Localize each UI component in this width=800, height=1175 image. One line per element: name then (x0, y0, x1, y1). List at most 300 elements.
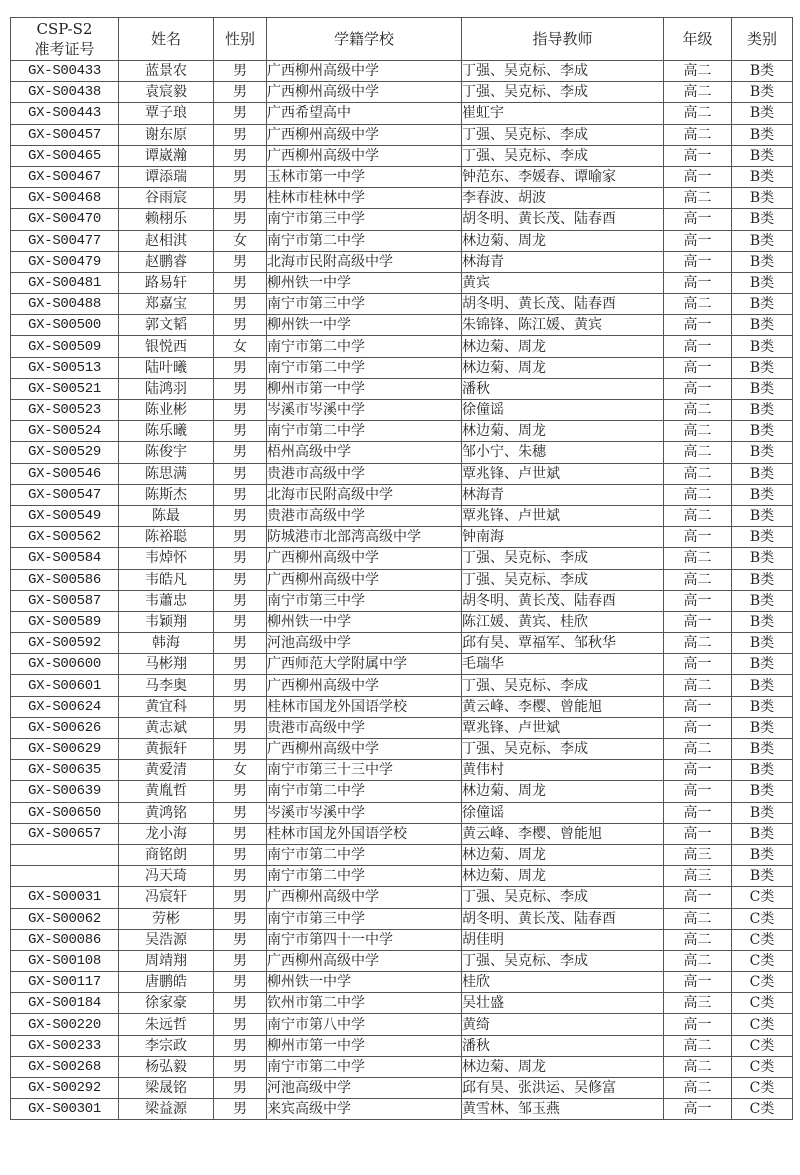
table-row (11, 527, 793, 548)
category-cell: B类 (732, 294, 793, 315)
teacher-cell: 丁强、吴克标、李成 (462, 548, 664, 569)
teacher-cell: 胡冬明、黄长茂、陆春酉 (462, 590, 664, 611)
table-row (11, 993, 793, 1014)
grade-cell: 高二 (664, 484, 732, 505)
student-roster-table (10, 17, 793, 1120)
gender-cell: 男 (214, 633, 267, 654)
exam-id-cell: GX-S00481 (11, 272, 119, 293)
table-row (11, 357, 793, 378)
grade-cell: 高二 (664, 442, 732, 463)
exam-id-cell: GX-S00600 (11, 654, 119, 675)
teacher-cell: 崔虹宇 (462, 103, 664, 124)
teacher-cell: 林边菊、周龙 (462, 421, 664, 442)
teacher-cell: 林边菊、周龙 (462, 357, 664, 378)
grade-cell: 高一 (664, 823, 732, 844)
school-cell: 防城港市北部湾高级中学 (267, 527, 462, 548)
teacher-cell: 丁强、吴克标、李成 (462, 950, 664, 971)
school-cell: 广西柳州高级中学 (267, 548, 462, 569)
table-row (11, 442, 793, 463)
teacher-cell: 林边菊、周龙 (462, 844, 664, 865)
exam-id-cell: GX-S00062 (11, 908, 119, 929)
school-cell: 柳州铁一中学 (267, 315, 462, 336)
name-cell: 银悦西 (119, 336, 214, 357)
table-row (11, 844, 793, 865)
gender-cell: 男 (214, 378, 267, 399)
exam-id-cell (11, 866, 119, 887)
grade-cell: 高一 (664, 972, 732, 993)
school-cell: 柳州市第一中学 (267, 378, 462, 399)
grade-cell: 高二 (664, 950, 732, 971)
teacher-cell: 胡冬明、黄长茂、陆春酉 (462, 294, 664, 315)
grade-cell: 高二 (664, 82, 732, 103)
header-row (11, 18, 793, 61)
exam-id-cell: GX-S00626 (11, 717, 119, 738)
table-row (11, 823, 793, 844)
teacher-cell: 林边菊、周龙 (462, 866, 664, 887)
gender-cell: 男 (214, 272, 267, 293)
school-cell: 广西柳州高级中学 (267, 950, 462, 971)
gender-cell: 男 (214, 950, 267, 971)
exam-id-cell: GX-S00500 (11, 315, 119, 336)
school-cell: 北海市民附高级中学 (267, 251, 462, 272)
category-cell: B类 (732, 251, 793, 272)
name-cell: 黄鸿铭 (119, 802, 214, 823)
exam-id-cell: GX-S00629 (11, 739, 119, 760)
table-row (11, 251, 793, 272)
school-cell: 桂林市国龙外国语学校 (267, 696, 462, 717)
table-row (11, 781, 793, 802)
category-cell: B类 (732, 442, 793, 463)
table-row (11, 145, 793, 166)
table-row (11, 717, 793, 738)
exam-id-cell: GX-S00587 (11, 590, 119, 611)
exam-id-cell: GX-S00592 (11, 633, 119, 654)
gender-cell: 男 (214, 188, 267, 209)
grade-cell: 高二 (664, 61, 732, 82)
name-cell: 郭文韬 (119, 315, 214, 336)
exam-id-cell: GX-S00586 (11, 569, 119, 590)
header-teacher: 指导教师 (462, 18, 664, 61)
table-row (11, 1078, 793, 1099)
school-cell: 钦州市第二中学 (267, 993, 462, 1014)
grade-cell: 高一 (664, 654, 732, 675)
gender-cell: 男 (214, 1078, 267, 1099)
exam-id-cell: GX-S00601 (11, 675, 119, 696)
exam-id-cell: GX-S00438 (11, 82, 119, 103)
grade-cell: 高一 (664, 802, 732, 823)
grade-cell: 高二 (664, 294, 732, 315)
school-cell: 广西柳州高级中学 (267, 61, 462, 82)
exam-id-cell: GX-S00509 (11, 336, 119, 357)
name-cell: 谷雨宸 (119, 188, 214, 209)
name-cell: 陈斯杰 (119, 484, 214, 505)
name-cell: 陆叶曦 (119, 357, 214, 378)
header-exam-id-line1: CSP-S2 (36, 20, 93, 38)
teacher-cell: 丁强、吴克标、李成 (462, 569, 664, 590)
table-row (11, 188, 793, 209)
grade-cell: 高一 (664, 166, 732, 187)
table-row (11, 378, 793, 399)
school-cell: 梧州高级中学 (267, 442, 462, 463)
exam-id-cell: GX-S00562 (11, 527, 119, 548)
name-cell: 赵鹏睿 (119, 251, 214, 272)
header-name: 姓名 (119, 18, 214, 61)
gender-cell: 男 (214, 993, 267, 1014)
category-cell: C类 (732, 1035, 793, 1056)
exam-id-cell: GX-S00639 (11, 781, 119, 802)
name-cell: 黄宜科 (119, 696, 214, 717)
category-cell: B类 (732, 654, 793, 675)
table-row (11, 336, 793, 357)
table-row (11, 611, 793, 632)
school-cell: 南宁市第二中学 (267, 230, 462, 251)
table-row (11, 929, 793, 950)
gender-cell: 男 (214, 866, 267, 887)
category-cell: B类 (732, 103, 793, 124)
name-cell: 韩海 (119, 633, 214, 654)
name-cell: 吴浩源 (119, 929, 214, 950)
gender-cell: 男 (214, 929, 267, 950)
exam-id-cell: GX-S00529 (11, 442, 119, 463)
gender-cell: 男 (214, 717, 267, 738)
grade-cell: 高一 (664, 336, 732, 357)
school-cell: 柳州铁一中学 (267, 272, 462, 293)
grade-cell: 高一 (664, 760, 732, 781)
exam-id-cell: GX-S00031 (11, 887, 119, 908)
category-cell: B类 (732, 548, 793, 569)
category-cell: B类 (732, 611, 793, 632)
category-cell: B类 (732, 82, 793, 103)
name-cell: 梁晟铭 (119, 1078, 214, 1099)
grade-cell: 高二 (664, 548, 732, 569)
school-cell: 柳州铁一中学 (267, 972, 462, 993)
header-grade: 年级 (664, 18, 732, 61)
teacher-cell: 陈江媛、黄宾、桂欣 (462, 611, 664, 632)
category-cell: B类 (732, 272, 793, 293)
school-cell: 贵港市高级中学 (267, 505, 462, 526)
grade-cell: 高一 (664, 696, 732, 717)
category-cell: B类 (732, 357, 793, 378)
exam-id-cell: GX-S00521 (11, 378, 119, 399)
teacher-cell: 吴壮盛 (462, 993, 664, 1014)
table-row (11, 654, 793, 675)
name-cell: 黄志斌 (119, 717, 214, 738)
gender-cell: 女 (214, 336, 267, 357)
grade-cell: 高一 (664, 209, 732, 230)
gender-cell: 男 (214, 484, 267, 505)
table-row (11, 421, 793, 442)
exam-id-cell: GX-S00650 (11, 802, 119, 823)
name-cell: 韦焯怀 (119, 548, 214, 569)
table-row (11, 739, 793, 760)
school-cell: 南宁市第三中学 (267, 209, 462, 230)
school-cell: 南宁市第八中学 (267, 1014, 462, 1035)
table-row (11, 866, 793, 887)
category-cell: B类 (732, 400, 793, 421)
gender-cell: 男 (214, 1099, 267, 1120)
teacher-cell: 黄绮 (462, 1014, 664, 1035)
exam-id-cell: GX-S00657 (11, 823, 119, 844)
category-cell: B类 (732, 315, 793, 336)
gender-cell: 男 (214, 887, 267, 908)
category-cell: B类 (732, 844, 793, 865)
grade-cell: 高一 (664, 590, 732, 611)
school-cell: 广西柳州高级中学 (267, 887, 462, 908)
grade-cell: 高一 (664, 145, 732, 166)
exam-id-cell: GX-S00584 (11, 548, 119, 569)
school-cell: 南宁市第二中学 (267, 781, 462, 802)
school-cell: 河池高级中学 (267, 633, 462, 654)
school-cell: 广西柳州高级中学 (267, 82, 462, 103)
gender-cell: 男 (214, 421, 267, 442)
header-school: 学籍学校 (267, 18, 462, 61)
header-category: 类别 (732, 18, 793, 61)
category-cell: B类 (732, 145, 793, 166)
gender-cell: 男 (214, 590, 267, 611)
gender-cell: 男 (214, 569, 267, 590)
exam-id-cell: GX-S00467 (11, 166, 119, 187)
grade-cell: 高二 (664, 505, 732, 526)
table-row (11, 294, 793, 315)
grade-cell: 高二 (664, 103, 732, 124)
table-row (11, 548, 793, 569)
grade-cell: 高二 (664, 188, 732, 209)
category-cell: B类 (732, 802, 793, 823)
exam-id-cell: GX-S00443 (11, 103, 119, 124)
gender-cell: 男 (214, 103, 267, 124)
name-cell: 马李奥 (119, 675, 214, 696)
gender-cell: 男 (214, 844, 267, 865)
name-cell: 路易轩 (119, 272, 214, 293)
school-cell: 广西柳州高级中学 (267, 675, 462, 696)
name-cell: 周靖翔 (119, 950, 214, 971)
school-cell: 广西柳州高级中学 (267, 145, 462, 166)
teacher-cell: 黄雪林、邹玉燕 (462, 1099, 664, 1120)
grade-cell: 高二 (664, 1078, 732, 1099)
gender-cell: 男 (214, 315, 267, 336)
teacher-cell: 黄伟村 (462, 760, 664, 781)
category-cell: B类 (732, 823, 793, 844)
category-cell: C类 (732, 887, 793, 908)
name-cell: 陈思满 (119, 463, 214, 484)
exam-id-cell: GX-S00513 (11, 357, 119, 378)
name-cell: 陈业彬 (119, 400, 214, 421)
teacher-cell: 覃兆锋、卢世斌 (462, 463, 664, 484)
teacher-cell: 邱有昊、覃福军、邹秋华 (462, 633, 664, 654)
grade-cell: 高二 (664, 421, 732, 442)
name-cell: 陆鸿羽 (119, 378, 214, 399)
teacher-cell: 林海青 (462, 484, 664, 505)
exam-id-cell: GX-S00233 (11, 1035, 119, 1056)
school-cell: 贵港市高级中学 (267, 717, 462, 738)
school-cell: 河池高级中学 (267, 1078, 462, 1099)
exam-id-cell: GX-S00184 (11, 993, 119, 1014)
name-cell: 陈乐曦 (119, 421, 214, 442)
teacher-cell: 毛瑞华 (462, 654, 664, 675)
grade-cell: 高二 (664, 124, 732, 145)
name-cell: 黄胤哲 (119, 781, 214, 802)
exam-id-cell: GX-S00589 (11, 611, 119, 632)
school-cell: 广西师范大学附属中学 (267, 654, 462, 675)
teacher-cell: 丁强、吴克标、李成 (462, 145, 664, 166)
grade-cell: 高三 (664, 866, 732, 887)
name-cell: 商铭朗 (119, 844, 214, 865)
category-cell: B类 (732, 421, 793, 442)
name-cell: 李宗政 (119, 1035, 214, 1056)
exam-id-cell: GX-S00117 (11, 972, 119, 993)
grade-cell: 高一 (664, 611, 732, 632)
grade-cell: 高二 (664, 1056, 732, 1077)
gender-cell: 男 (214, 527, 267, 548)
table-row (11, 1099, 793, 1120)
category-cell: C类 (732, 1014, 793, 1035)
category-cell: B类 (732, 590, 793, 611)
exam-id-cell (11, 844, 119, 865)
teacher-cell: 桂欣 (462, 972, 664, 993)
school-cell: 玉林市第一中学 (267, 166, 462, 187)
category-cell: B类 (732, 633, 793, 654)
exam-id-cell: GX-S00433 (11, 61, 119, 82)
table-row (11, 400, 793, 421)
gender-cell: 男 (214, 251, 267, 272)
gender-cell: 男 (214, 802, 267, 823)
table-row (11, 908, 793, 929)
exam-id-cell: GX-S00546 (11, 463, 119, 484)
teacher-cell: 林边菊、周龙 (462, 336, 664, 357)
table-row (11, 484, 793, 505)
table-row (11, 696, 793, 717)
name-cell: 谭添瑞 (119, 166, 214, 187)
teacher-cell: 丁强、吴克标、李成 (462, 82, 664, 103)
category-cell: B类 (732, 717, 793, 738)
table-row (11, 569, 793, 590)
teacher-cell: 黄云峰、李樱、曾能旭 (462, 823, 664, 844)
teacher-cell: 丁强、吴克标、李成 (462, 124, 664, 145)
name-cell: 韦蕭忠 (119, 590, 214, 611)
name-cell: 蓝景农 (119, 61, 214, 82)
category-cell: C类 (732, 908, 793, 929)
name-cell: 谢东原 (119, 124, 214, 145)
teacher-cell: 朱锦锋、陈江媛、黄宾 (462, 315, 664, 336)
name-cell: 朱远哲 (119, 1014, 214, 1035)
category-cell: C类 (732, 1056, 793, 1077)
grade-cell: 高一 (664, 527, 732, 548)
exam-id-cell: GX-S00108 (11, 950, 119, 971)
school-cell: 岑溪市岑溪中学 (267, 802, 462, 823)
name-cell: 覃子琅 (119, 103, 214, 124)
table-row (11, 209, 793, 230)
gender-cell: 男 (214, 463, 267, 484)
grade-cell: 高二 (664, 400, 732, 421)
teacher-cell: 林海青 (462, 251, 664, 272)
gender-cell: 男 (214, 739, 267, 760)
category-cell: B类 (732, 696, 793, 717)
category-cell: B类 (732, 527, 793, 548)
name-cell: 黄爱清 (119, 760, 214, 781)
teacher-cell: 黄宾 (462, 272, 664, 293)
exam-id-cell: GX-S00465 (11, 145, 119, 166)
gender-cell: 男 (214, 442, 267, 463)
gender-cell: 男 (214, 294, 267, 315)
grade-cell: 高一 (664, 717, 732, 738)
exam-id-cell: GX-S00457 (11, 124, 119, 145)
gender-cell: 男 (214, 908, 267, 929)
name-cell: 郑嘉宝 (119, 294, 214, 315)
grade-cell: 高一 (664, 378, 732, 399)
table-row (11, 760, 793, 781)
exam-id-cell: GX-S00292 (11, 1078, 119, 1099)
teacher-cell: 胡冬明、黄长茂、陆春酉 (462, 908, 664, 929)
name-cell: 徐家豪 (119, 993, 214, 1014)
school-cell: 南宁市第三中学 (267, 294, 462, 315)
category-cell: C类 (732, 950, 793, 971)
exam-id-cell: GX-S00477 (11, 230, 119, 251)
table-row (11, 1035, 793, 1056)
teacher-cell: 李春波、胡波 (462, 188, 664, 209)
category-cell: B类 (732, 230, 793, 251)
grade-cell: 高一 (664, 1099, 732, 1120)
table-row (11, 802, 793, 823)
grade-cell: 高二 (664, 633, 732, 654)
table-row (11, 103, 793, 124)
school-cell: 南宁市第三中学 (267, 908, 462, 929)
exam-id-cell: GX-S00523 (11, 400, 119, 421)
name-cell: 赵相淇 (119, 230, 214, 251)
name-cell: 赖栩乐 (119, 209, 214, 230)
grade-cell: 高一 (664, 251, 732, 272)
category-cell: B类 (732, 760, 793, 781)
school-cell: 北海市民附高级中学 (267, 484, 462, 505)
grade-cell: 高一 (664, 781, 732, 802)
category-cell: B类 (732, 61, 793, 82)
table-row (11, 1056, 793, 1077)
grade-cell: 高二 (664, 675, 732, 696)
grade-cell: 高二 (664, 569, 732, 590)
gender-cell: 男 (214, 357, 267, 378)
gender-cell: 男 (214, 1056, 267, 1077)
gender-cell: 男 (214, 1014, 267, 1035)
category-cell: B类 (732, 739, 793, 760)
category-cell: B类 (732, 336, 793, 357)
gender-cell: 男 (214, 972, 267, 993)
gender-cell: 男 (214, 611, 267, 632)
name-cell: 陈裕聪 (119, 527, 214, 548)
table-row (11, 124, 793, 145)
category-cell: C类 (732, 1099, 793, 1120)
teacher-cell: 潘秋 (462, 1035, 664, 1056)
header-exam-id (11, 18, 119, 61)
header-exam-id-line2: 准考证号 (34, 40, 95, 58)
school-cell: 南宁市第二中学 (267, 357, 462, 378)
grade-cell: 高一 (664, 315, 732, 336)
teacher-cell: 林边菊、周龙 (462, 1056, 664, 1077)
school-cell: 南宁市第三十三中学 (267, 760, 462, 781)
grade-cell: 高一 (664, 272, 732, 293)
school-cell: 桂林市桂林中学 (267, 188, 462, 209)
name-cell: 龙小海 (119, 823, 214, 844)
table-row (11, 972, 793, 993)
gender-cell: 男 (214, 823, 267, 844)
school-cell: 柳州市第一中学 (267, 1035, 462, 1056)
exam-id-cell: GX-S00468 (11, 188, 119, 209)
name-cell: 马彬翔 (119, 654, 214, 675)
gender-cell: 男 (214, 505, 267, 526)
grade-cell: 高三 (664, 993, 732, 1014)
exam-id-cell: GX-S00547 (11, 484, 119, 505)
gender-cell: 女 (214, 230, 267, 251)
gender-cell: 男 (214, 209, 267, 230)
category-cell: B类 (732, 781, 793, 802)
